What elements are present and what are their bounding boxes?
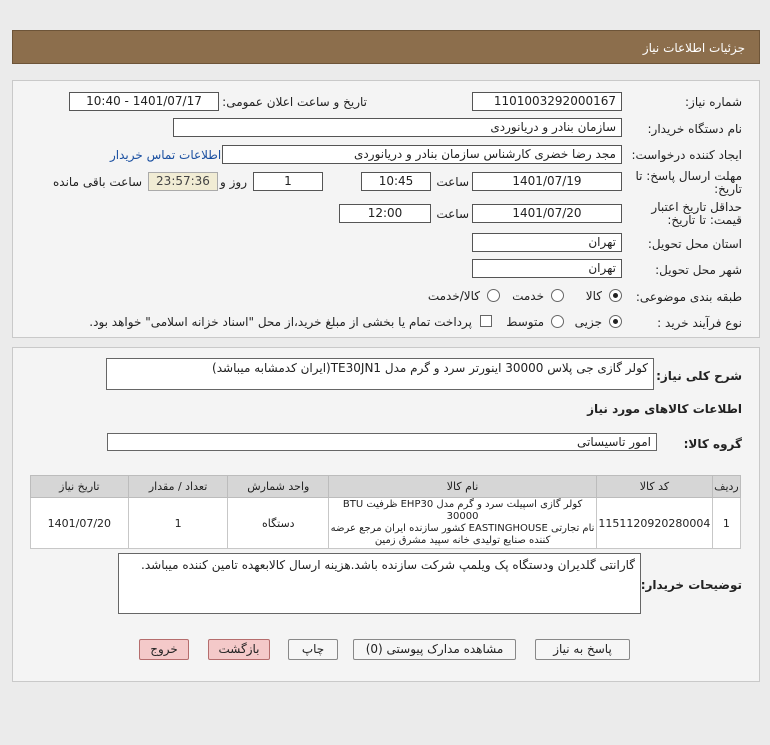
process-radio-partial[interactable] — [609, 315, 622, 328]
view-attachments-button[interactable]: مشاهده مدارک پیوستی (0) — [353, 639, 516, 660]
col-date: تاریخ نیاز — [31, 476, 129, 498]
category-radio-goods-service[interactable] — [487, 289, 500, 302]
province-field: تهران — [472, 233, 622, 252]
cell-name — [329, 498, 597, 549]
need-desc-field: کولر گازی جی پلاس 30000 اینورتر سرد و گرم مدل TE30JN1(ایران کدمشابه میباشد) — [106, 358, 654, 390]
process-option-partial: جزیی — [574, 315, 602, 329]
cell-qty: 1 — [128, 498, 228, 549]
page-title-bar — [12, 30, 760, 64]
deadline-time-label: ساعت — [436, 175, 469, 189]
cell-name-line: کننده صنایع تولیدی خانه سپید مشرق زمین — [374, 535, 551, 546]
day-and-label: روز و — [220, 175, 247, 189]
col-code: کد کالا — [597, 476, 713, 498]
col-row: ردیف — [712, 476, 740, 498]
creator-field: مجد رضا خضری کارشناس سازمان بنادر و دریانوردی — [222, 145, 622, 164]
print-button[interactable]: چاپ — [288, 639, 338, 660]
remaining-time-field: 23:57:36 — [148, 172, 218, 191]
cell-date: 1401/07/20 — [31, 498, 129, 549]
category-radio-goods[interactable] — [609, 289, 622, 302]
goods-group-field: امور تاسیساتی — [107, 433, 657, 451]
category-radio-service[interactable] — [551, 289, 564, 302]
province-label: استان محل تحویل: — [647, 237, 742, 251]
deadline-date-field: 1401/07/19 — [472, 172, 622, 191]
category-option-service: خدمت — [512, 289, 544, 303]
need-number-field: 1101003292000167 — [472, 92, 622, 111]
day-count-field: 1 — [253, 172, 323, 191]
city-field: تهران — [472, 259, 622, 278]
goods-table — [30, 475, 741, 549]
cell-code: 1151120920280004 — [597, 498, 713, 549]
buyer-notes-field: گارانتی گلدیران ودستگاه پک ویلمپ شرکت سازنده باشد.هزینه ارسال کالابعهده تامین کننده میباشد. — [118, 553, 641, 614]
reply-button[interactable]: پاسخ به نیاز — [535, 639, 630, 660]
contact-info-link[interactable]: اطلاعات تماس خریدار — [110, 148, 222, 162]
process-label: نوع فرآیند خرید : — [657, 316, 742, 330]
validity-date-field: 1401/07/20 — [472, 204, 622, 223]
cell-unit: دستگاه — [228, 498, 329, 549]
deadline-label-line1: مهلت ارسال پاسخ: تا — [635, 169, 742, 183]
announce-datetime-label: تاریخ و ساعت اعلان عمومی: — [222, 95, 367, 109]
treasury-payment-note: پرداخت تمام یا بخشی از مبلغ خرید،از محل "اسناد خزانه اسلامی" خواهد بود. — [89, 315, 472, 329]
col-qty: تعداد / مقدار — [128, 476, 228, 498]
validity-time-label: ساعت — [436, 207, 469, 221]
exit-button[interactable]: خروج — [139, 639, 189, 660]
validity-label-line2: قیمت: تا تاریخ: — [667, 213, 742, 227]
table-row — [31, 498, 741, 549]
category-option-goods: کالا — [585, 289, 602, 303]
back-button[interactable]: بازگشت — [208, 639, 270, 660]
cell-row: 1 — [712, 498, 740, 549]
category-option-goods-service: کالا/خدمت — [427, 289, 480, 303]
validity-time-field: 12:00 — [339, 204, 431, 223]
buyer-org-field: سازمان بنادر و دریانوردی — [173, 118, 622, 137]
goods-table-header — [31, 476, 741, 498]
goods-group-label: گروه کالا: — [683, 437, 742, 451]
deadline-label-line2: تاریخ: — [714, 182, 742, 196]
process-radio-medium[interactable] — [551, 315, 564, 328]
cell-name-line: نام تجارتی EASTINGHOUSE کشور سازنده ایران مرجع عرضه — [330, 523, 595, 534]
deadline-time-field: 10:45 — [361, 172, 431, 191]
goods-info-title: اطلاعات کالاهای مورد نیاز — [587, 402, 742, 416]
col-name: نام کالا — [329, 476, 597, 498]
city-label: شهر محل تحویل: — [655, 263, 742, 277]
buyer-notes-label: توضیحات خریدار: — [640, 578, 742, 592]
cell-name-line: کولر گازی اسپیلت سرد و گرم مدل EHP30 ظرفیت BTU 30000 — [342, 499, 583, 522]
need-number-label: شماره نیاز: — [685, 95, 742, 109]
validity-label-line1: حداقل تاریخ اعتبار — [651, 200, 742, 214]
category-label: طبقه بندی موضوعی: — [635, 290, 742, 304]
buyer-org-label: نام دستگاه خریدار: — [647, 122, 742, 136]
page-title: جزئیات اطلاعات نیاز — [642, 41, 745, 55]
need-desc-label: شرح کلی نیاز: — [656, 369, 742, 383]
announce-datetime-field: 1401/07/17 - 10:40 — [69, 92, 219, 111]
treasury-payment-checkbox[interactable] — [480, 315, 492, 327]
col-unit: واحد شمارش — [228, 476, 329, 498]
creator-label: ایجاد کننده درخواست: — [631, 148, 742, 162]
process-option-medium: متوسط — [506, 315, 544, 329]
remaining-time-label: ساعت باقی مانده — [53, 175, 143, 189]
